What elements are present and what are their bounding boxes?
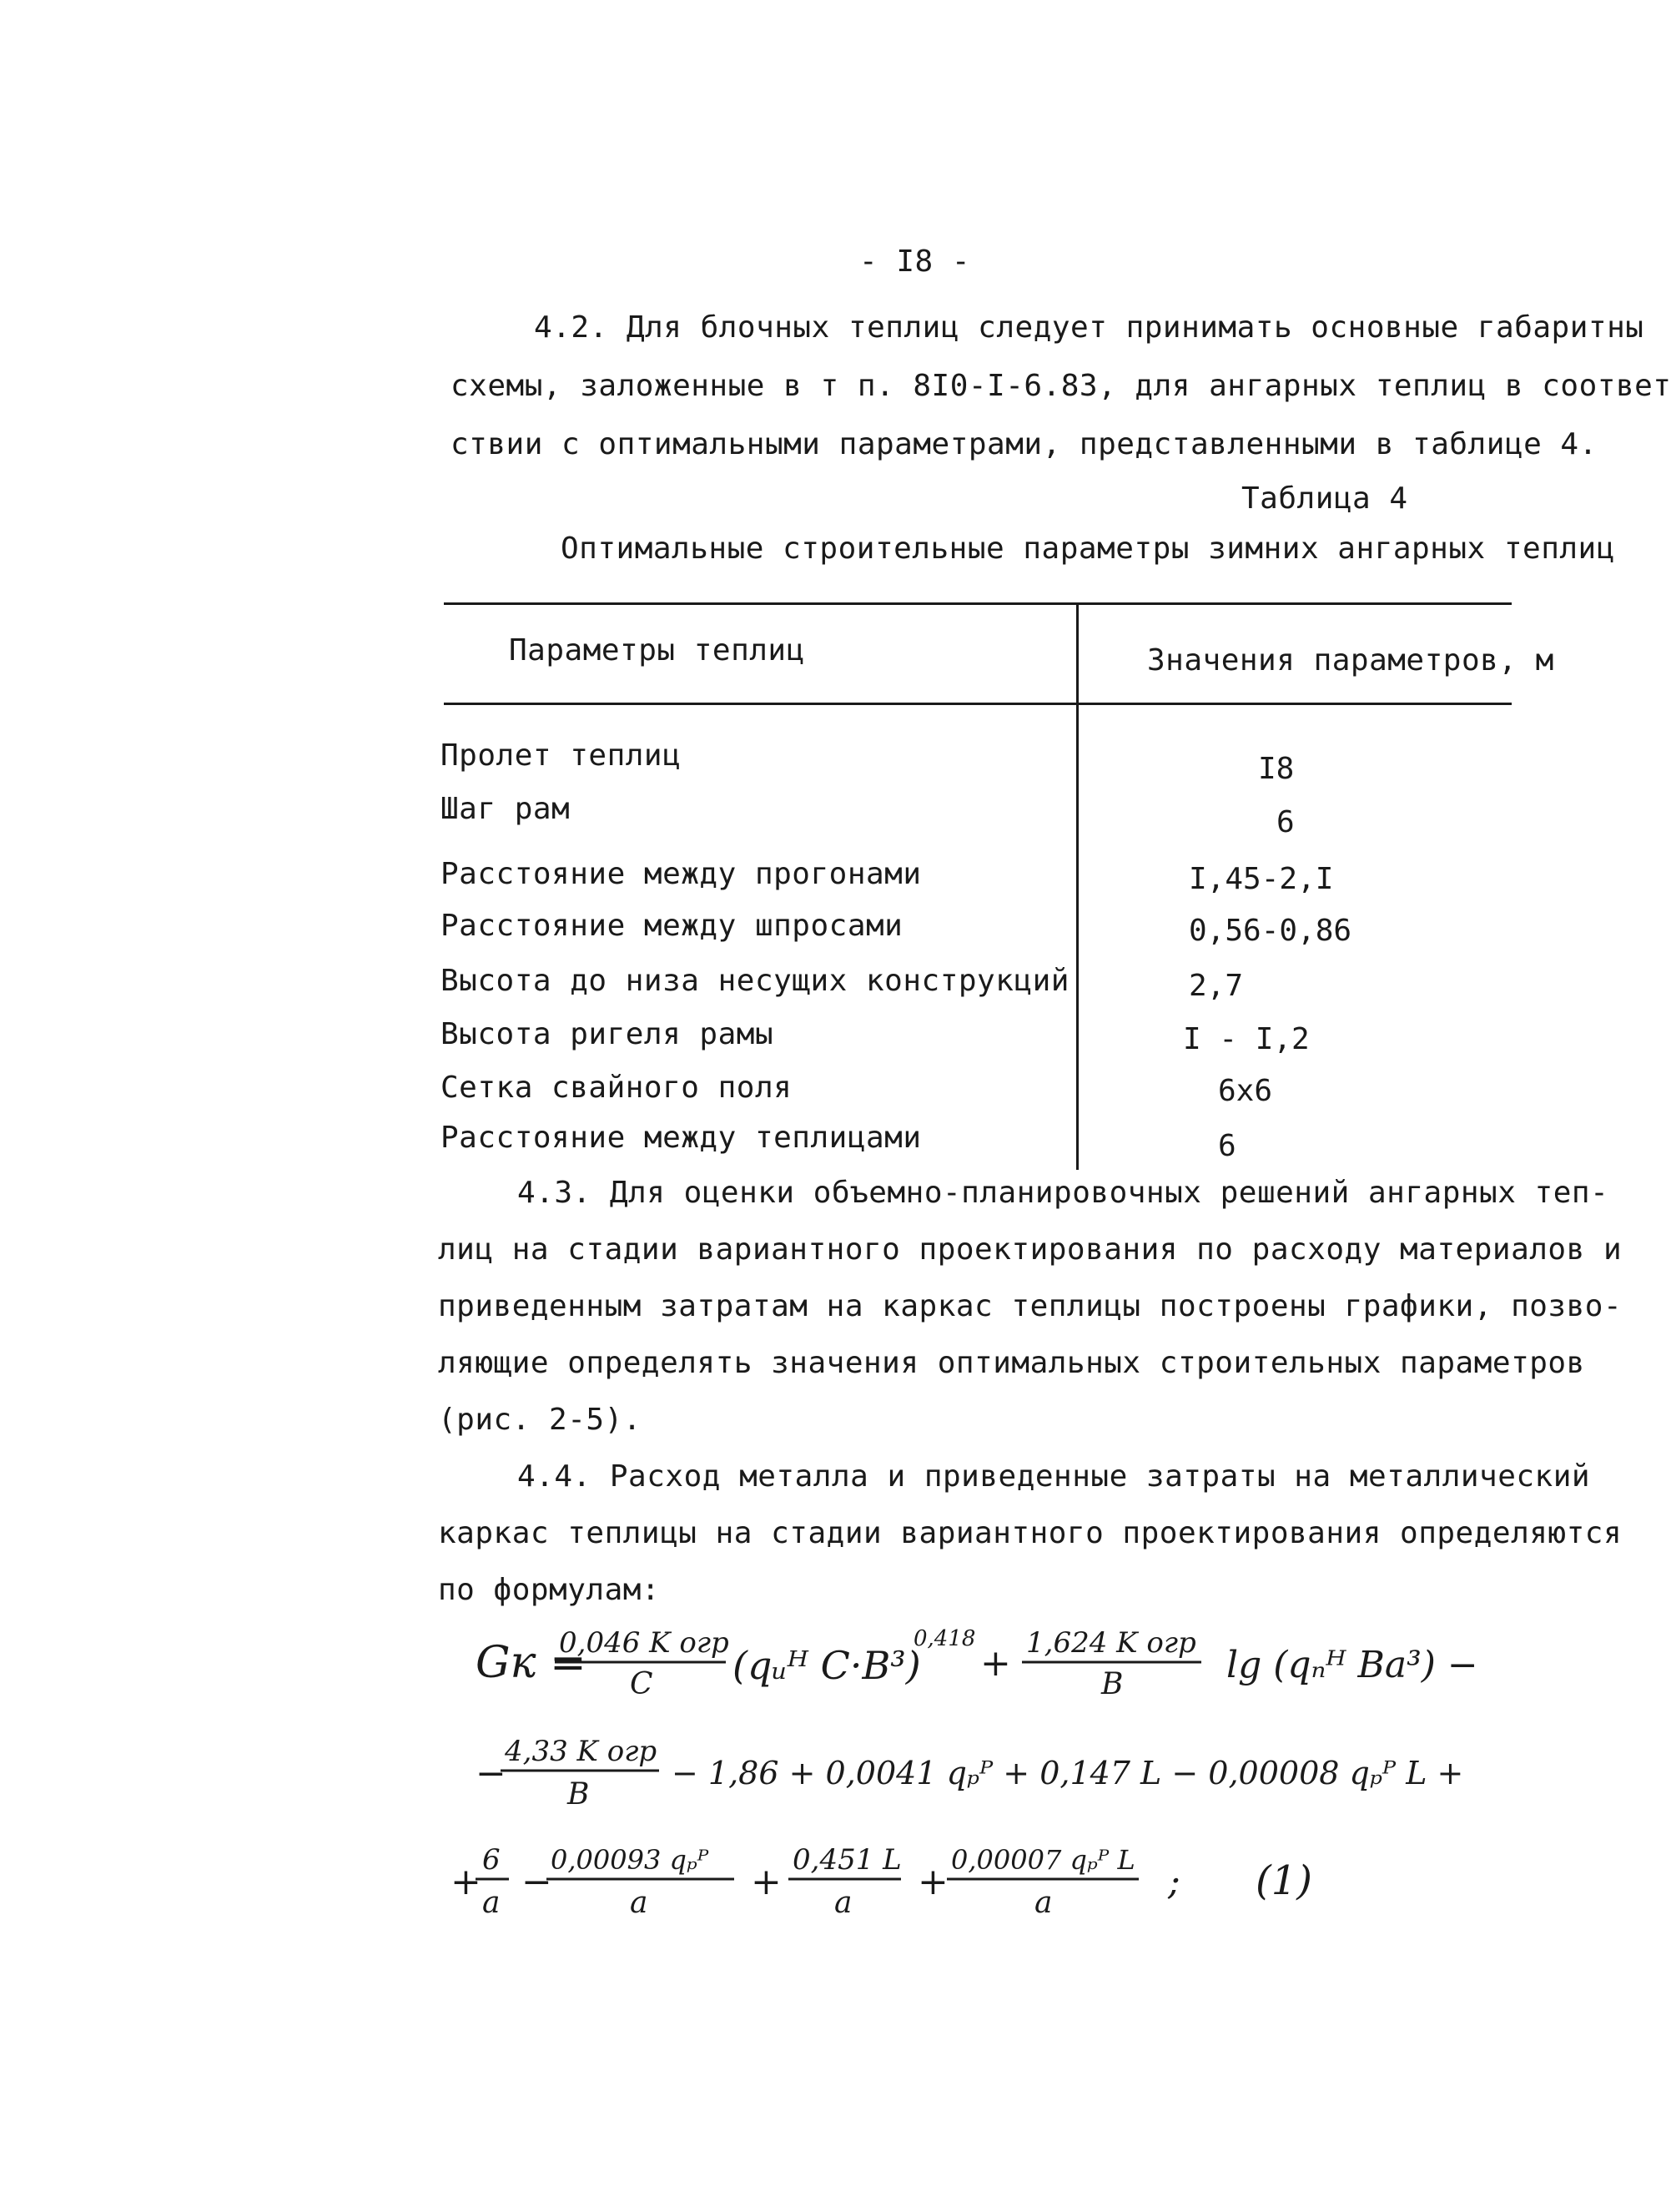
formula-term: − 1,86 + 0,0041 qₚᴾ + 0,147 L − 0,00008 qₚᴾ L + <box>672 1755 1464 1791</box>
paragraph-4-2-line-3: ствии с оптимальными параметрами, представленными в таблице 4. <box>450 427 1598 461</box>
table-caption: Оптимальные строительные параметры зимних ангарных теплиц <box>561 532 1615 566</box>
formula-operator: + <box>450 1861 481 1903</box>
formula-semicolon: ; <box>1168 1861 1180 1903</box>
table-row-value: 6 <box>1276 805 1295 839</box>
table-header-rule <box>444 703 1512 705</box>
table-row-param: Сетка свайного поля <box>440 1071 793 1105</box>
table-label: Таблица 4 <box>1241 481 1408 516</box>
fraction-denominator: C <box>630 1667 653 1701</box>
table-row-param: Высота до низа несущих конструкций <box>440 964 1070 998</box>
table-header-values: Значения параметров, м <box>1147 643 1554 678</box>
table-row-param: Шаг рам <box>440 792 571 826</box>
paragraph-4-3-line-3: приведенным затратам на каркас теплицы построены графики, позво- <box>438 1289 1623 1323</box>
formula-operator: − <box>476 1752 506 1795</box>
paragraph-4-4-line-3: по формулам: <box>438 1573 661 1607</box>
fraction-denominator: B <box>567 1777 590 1811</box>
table-row-param: Расстояние между шпросами <box>440 909 903 943</box>
table-top-rule <box>444 602 1512 605</box>
paragraph-4-4-line-1: 4.4. Расход металла и приведенные затраты на металлический <box>517 1459 1591 1494</box>
table-row-value: I8 <box>1258 752 1295 786</box>
formula-operator: − <box>521 1861 552 1903</box>
formula-lhs: Gк = <box>476 1638 586 1688</box>
fraction-denominator: B <box>1101 1667 1124 1701</box>
fraction-numerator: 0,00007 qₚᴾ L <box>951 1844 1135 1876</box>
fraction-denominator: a <box>630 1886 648 1920</box>
paragraph-4-2-line-2: схемы, заложенные в т п. 8I0-I-6.83, для ангарных теплиц в соответ <box>450 369 1671 403</box>
formula-1 <box>450 1610 1478 1944</box>
table-row-param: Высота ригеля рамы <box>440 1017 774 1051</box>
fraction-numerator: 0,451 L <box>793 1843 902 1877</box>
fraction-denominator: a <box>1034 1886 1053 1920</box>
formula-operator: + <box>751 1861 782 1903</box>
formula-term: (qᵤᴴ C·B³) <box>732 1643 921 1688</box>
table-header-parameters: Параметры теплиц <box>509 633 805 668</box>
table-row-param: Пролет теплиц <box>440 738 682 773</box>
paragraph-4-3-line-2: лиц на стадии вариантного проектирования по расходу материалов и <box>438 1232 1623 1267</box>
fraction-numerator: 1,624 K огр <box>1026 1626 1196 1660</box>
fraction-numerator: 0,046 K огр <box>559 1626 729 1660</box>
fraction-denominator: a <box>482 1886 501 1920</box>
table-row-value: 6х6 <box>1218 1074 1273 1108</box>
table-row-param: Расстояние между теплицами <box>440 1121 922 1155</box>
paragraph-4-2-line-1: 4.2. Для блочных теплиц следует принимать основные габаритны <box>534 310 1644 345</box>
formula-operator: + <box>980 1642 1011 1685</box>
paragraph-4-3-line-1: 4.3. Для оценки объемно-планировочных решений ангарных теп- <box>517 1176 1609 1210</box>
table-row-value: I,45-2,I <box>1189 862 1334 896</box>
table-row-value: 6 <box>1218 1129 1236 1163</box>
formula-operator: + <box>918 1861 949 1903</box>
table-row-value: 2,7 <box>1189 969 1244 1003</box>
page-number: - I8 - <box>859 244 971 279</box>
fraction-denominator: a <box>834 1886 853 1920</box>
paragraph-4-3-line-4: ляющие определять значения оптимальных строительных параметров <box>438 1346 1585 1380</box>
fraction-numerator: 6 <box>482 1843 501 1877</box>
formula-term: lg (qₙᴴ Ba³) − <box>1226 1644 1478 1686</box>
formula-equation-number: (1) <box>1256 1857 1312 1904</box>
paragraph-4-3-line-5: (рис. 2-5). <box>438 1403 642 1437</box>
paragraph-4-4-line-2: каркас теплицы на стадии вариантного проектирования определяются <box>438 1516 1623 1550</box>
table-row-value: 0,56-0,86 <box>1189 914 1352 948</box>
table-row-value: I - I,2 <box>1183 1022 1310 1056</box>
fraction-numerator: 4,33 K огр <box>505 1735 657 1768</box>
formula-exponent: 0,418 <box>914 1626 976 1651</box>
table-row-param: Расстояние между прогонами <box>440 857 922 891</box>
fraction-numerator: 0,00093 qₚᴾ <box>551 1844 709 1876</box>
table-column-divider <box>1076 602 1079 1170</box>
